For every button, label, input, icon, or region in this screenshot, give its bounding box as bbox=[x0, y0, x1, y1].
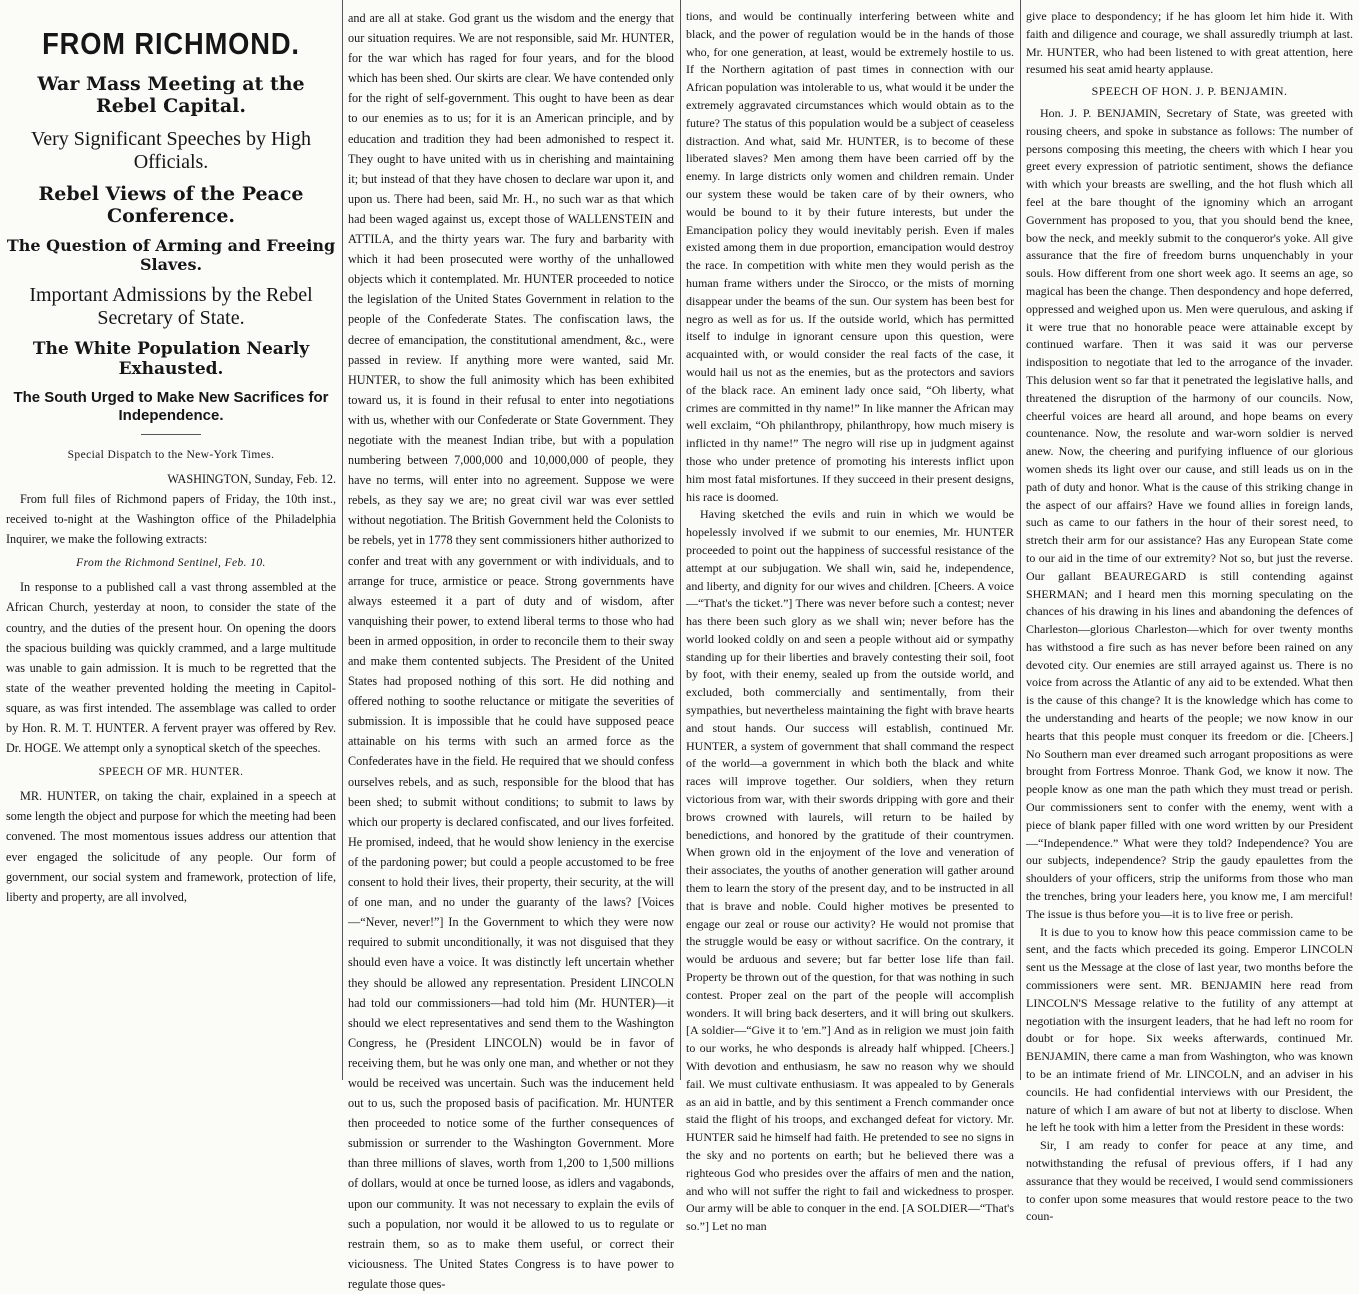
headline-1: War Mass Meeting at the Rebel Capital. bbox=[37, 73, 305, 117]
paragraph: give place to despondency; if he has gloom let him hide it. With faith and diligence and courage, we shall assuredly triumph at last. Mr. HUNTER, who had been listened to with great attention, here resumed his seat amid hearty applause. bbox=[1026, 9, 1353, 77]
section-heading: SPEECH OF HON. J. P. BENJAMIN. bbox=[1091, 84, 1288, 99]
dateline: WASHINGTON, Sunday, Feb. 12. bbox=[167, 471, 336, 486]
section-heading: SPEECH OF MR. HUNTER. bbox=[98, 766, 244, 779]
headline-4: The Question of Arming and Freeing Slaves. bbox=[6, 236, 336, 274]
headline-5: Important Admissions by the Rebel Secretary of State. bbox=[29, 284, 313, 330]
headline-7: The South Urged to Make New Sacrifices for Independence. bbox=[13, 389, 329, 424]
paragraph: It is due to you to know how this peace commission came to be sent, and the facts which preceded its going. Emperor LINCOLN sent us the Message at the close of last year, two months before the commissioners were sent. MR. BENJAMIN here read from LINCOLN'S Message relative to the futility of any attempt at negotiation with the insurgent leaders, that he had left no room for doubt or for hope. Six weeks afterwards, continued Mr. BENJAMIN, there came a man from Washington, who was known to be an intimate friend of Mr. LINCOLN, and an adviser in his councils. He had confidential interviews with our President, the nature of which I am aware of but not at liberty to disclose. When he left he took with him a letter from the President in these words: bbox=[1026, 924, 1353, 1135]
headline-6: The White Population Nearly Exhausted. bbox=[32, 339, 310, 379]
paragraph: In response to a published call a vast throng assembled at the African Church, yesterday at noon, to consider the state of the country, and the duties of the present hour. On opening the doors the spacious building was quickly crammed, and a large multitude was unable to gain admission. It is much to be regretted that the state of the weather prevented holding the meeting in Capitol-square, as was first intended. The assemblage was called to order by Hon. R. M. T. HUNTER. A fervent prayer was offered by Rev. Dr. HOGE. We attempt only a synoptical sketch of the speeches. bbox=[6, 580, 336, 756]
column-3 bbox=[680, 0, 1020, 1234]
paragraph: and are all at stake. God grant us the wisdom and the energy that our situation requires. We are not responsible, said Mr. HUNTER, for the war which has raged for four years, and for the blood which has been shed. Our skirts are clear. We have contended only for the right of self-government. This ought to have been as dear to our enemies as to us; for it is an American principle, and by education and tradition they had been admonished to respect it. They ought to have united with us in cherishing and maintaining it; but instead of that they have chosen to declare war upon it, and upon us. There had been, said Mr. H., no such war as that which had been waged against us, except those of WALLENSTEIN and ATTILA, and the thirty years war. The fury and barbarity with which it had been prosecuted were worthy of the unhallowed objects which it contemplated. Mr. HUNTER proceeded to notice the legislation of the United States Government in relation to the people of the Confederate States. The confiscation laws, the decree of emancipation, the constitutional amendment, &c., were passed in review. If anything more were wanted, said Mr. HUNTER, to show the full animosity which has been exhibited toward us, it is found in their refusal to enter into negotiations with us, whether with our Confederate or State Government. They negotiate with the meanest Indian tribe, but with a population numbering between 7,000,000 and 10,000,000 of people, they have no terms, will enter into no agreement. Suppose we were rebels, as they say we are; no great civil war was ever settled without negotiation. The British Government held the Colonists to be rebels, yet in 1778 they sent commissioners hither authorized to confer and treat with any government or with individuals, and to arrange for truce, armistice or peace. Strong governments have always esteemed it a part of duty and of wisdom, after vanquishing their power, to extend liberal terms to those who had been in armed opposition, in order to reconcile them to their sway and make them contented subjects. The President of the United States had proposed nothing of this sort. He did nothing and offered nothing to soothe reluctance or mitigate the severities of submission. It is impossible that he could have supposed peace attainable on his terms with such an armed force as the Confederates have in the field. He required that we should confess ourselves rebels, and as such, responsible for the blood that has been shed; to submit without conditions; to submit to laws by which our property is declared confiscated, and our lives forfeited. He promised, indeed, that he would show leniency in the exercise of the pardoning power; but could a people accustomed to be free consent to hold their lives, their property, their security, at the will of one man, and no under the guaranty of the laws? [Voices—“Never, never!”] In the Government to which they were now required to submit unconditionally, it was not disguised that they should even have a voice. It was distinctly left uncertain whether they should be allowed any representation. President LINCOLN had told our commissioners—had told him (Mr. HUNTER)—it should we elect representatives and send them to the Washington Congress, he (President LINCOLN) would be in favor of receiving them, but he was only one man, and whether or not they would be received was uncertain. Such was the inducement held out to us, such the proposed basis of pacification. Mr. HUNTER then proceeded to notice some of the further consequences of submission or surrender to the Washington Government. More than three millions of slaves, worth from 1,200 to 1,500 millions of dollars, would at once be turned loose, as idlers and vagabonds, upon our community. It was not necessary to explain the evils of such a population, nor would it be allowed to us to regulate or restrain them, so as to make them useful, or correct their viciousness. The United States Congress is to have power to regulate those ques- bbox=[348, 11, 674, 1291]
paragraph: Sir, I am ready to confer for peace at any time, and notwithstanding the refusal of previous offers, if I had any assurance that they would be received, I would send commissioners to confer upon some measures that would restore peace to the two coun- bbox=[1026, 1138, 1353, 1224]
column-1 bbox=[0, 0, 342, 1080]
column-2 bbox=[342, 0, 680, 1291]
source-line: From the Richmond Sentinel, Feb. 10. bbox=[76, 557, 266, 570]
masthead: FROM RICHMOND. bbox=[42, 26, 300, 61]
paragraph: Having sketched the evils and ruin in which we would be hopelessly involved if we submit to our enemies, Mr. HUNTER proceeded to point out the happiness of successful resistance of the attempt at our subjugation. We shall win, said he, independence, and liberty, and dignity for our wives and children. [Cheers. A voice—“That's the ticket.”] There was never before such a contest; never has there been such glory as we shall win; never before has the world looked coldly on and seen a people without aid or sympathy standing up for their liberties and bravely contesting their soil, foot by foot, with their enemy, sealed up from the outside world, and excluded, both commercially and sentimentally, from their sympathies, but nevertheless maintaining the fight with brave hearts and stout hands. Our success will establish, continued Mr. HUNTER, a system of government that shall command the respect of the world—a government in which both the black and white races will improve together. Our soldiers, when they return victorious from war, with their swords dripping with gore and their brows crowned with laurels, will return to be hailed by benedictions, and honored by the gratitude of their countrymen. When grown old in the enjoyment of the love and veneration of their associates, the youths of another generation will gather around them to learn the story of the present day, and to be instructed in all that is brave and noble. Could higher motives be presented to engage our zeal or rouse our activity? He would not promise that the struggle would be easy or without sacrifice. On the contrary, it would be arduous and severe; but far better lose life than fail. Property be thrown out of the question, for that was nothing in such contest. Proper zeal on the part of the people will accomplish wonders. It will bring back deserters, and it will bring out skulkers. [A soldier—“Give it to 'em.”] And as in religion we must join faith to our works, he who desponds is already half whipped. [Cheers.] With devotion and enthusiasm, he saw no reason why we should fail. We must cultivate enthusiasm. It was appealed to by Generals as an aid in battle, and by this sentiment a French commander once staid the flight of his troops, and exchanged defeat for victory. Mr. HUNTER said he himself had faith. He pretended to see no signs in the sky and no portents on earth; but he believed there was a righteous God who presides over the affairs of men and the nation, and who will not suffer the right to fail and wickedness to prosper. Our army will be able to conquer in the end. [A SOLDIER—“That's so.”] Let no man bbox=[686, 507, 1014, 1234]
divider bbox=[141, 434, 201, 435]
column-4 bbox=[1020, 0, 1359, 1224]
paragraph: Hon. J. P. BENJAMIN, Secretary of State, was greeted with rousing cheers, and spoke in substance as follows: The number of persons composing this meeting, the cheers with which I hear you greet every expression of patriotic sentiment, shows the defiance with which your breasts are swelling, and the hot flush which all feel at the bare thought of the ignominy which an arrogant Government has proposed to you, that you should bend the knee, bow the neck, and meekly submit to the conqueror's yoke. All give assurance that the fire of freedom burns unquenchably in your souls. How different from one short week ago. It seems an age, so magical has been the change. Then despondency and hope deferred, oppressed and weighed upon us. Men were querulous, and asking if it were true that no honorable peace were attainable except by continued warfare. Then it was said it was our perverse indisposition to negotiate that led to the arrogance of the invader. This delusion went so far that it penetrated the legislative halls, and threatened the disruption of the harmony of our councils. Now, cheerful voices are heard all around, and hope beams on every countenance. Now, the resolute and war-worn soldier is nerved anew. Now, the cheering and purifying influence of our glorious women sheds its light over our cause, and still leads us on in the path of duty and honor. What is the cause of this striking change in the aspect of our affairs? Have we found allies in foreign lands, such as came to our fathers in the hour of their sorest need, to stretch their arm for our assistance? Has any European State come to our aid in the time of our extremity? Not so, but just the reverse. Our gallant BEAUREGARD is still contending against SHERMAN; and I heard men this morning speculating on the chances of his drawing in his lines and abandoning the defences of Charleston—glorious Charleston—which for over twenty months has withstood a fire such as has never before been rained on any devoted city. Our enemies are still arrayed against us. There is no voice from across the Atlantic of any aid to be extended. What then is the cause of this change? It is the knowledge which has come to the understanding and hearts of the people; we now know in our hearts that this people must conquer its freedom or die. [Cheers.] No Southern man ever dreamed such arrogant propositions as were brought from Fortress Monroe. Thank God, we know it now. The people know as one man the path which they must tread or perish. Our commissioners sent to confer with the enemy, went with a piece of blank paper filled with one word written by our President—“Independence.” What were they told? Independence? You are our subjects, independence? Strip the gaudy epaulettes from the shoulders of your officers, strip the uniforms from those who man the trenches, bring your leaders here, you know me, I am merciful! The issue is thus before you—it is to live free or perish. bbox=[1026, 105, 1353, 921]
dispatch-line: Special Dispatch to the New-York Times. bbox=[67, 448, 275, 461]
paragraph: MR. HUNTER, on taking the chair, explained in a speech at some length the object and purpose for which the meeting had been convened. The most momentous issues address our attention that ever engaged the solicitude of any people. Our form of government, our social system and framework, protection of life, liberty and property, are all involved, bbox=[6, 789, 336, 904]
headline-2: Very Significant Speeches by High Officials. bbox=[31, 127, 311, 173]
headline-3: Rebel Views of the Peace Conference. bbox=[38, 182, 304, 227]
paragraph: From full files of Richmond papers of Friday, the 10th inst., received to-night at the Washington office of the Philadelphia Inquirer, we make the following extracts: bbox=[6, 491, 336, 547]
paragraph: tions, and would be continually interfering between white and black, and the power of regulation would be in the hands of those who, for one generation, at least, would be extremely hostile to us. If the Northern agitation of past times in connection with our African population was intolerable to us, what would it be under the extremely aggravated circumstances which would obtain as to the future? The status of this population would be a subject of ceaseless distraction. And what, said Mr. HUNTER, is to become of these liberated slaves? Men among them have been carried off by the enemy. In large districts only women and children remain. Under our system these would be taken care of by their owners, who would be bound to it by their future interests, but under the Emancipation policy they would inevitably perish. Even if males existed among them in due proportion, emancipation would destroy the race. In competition with white men they would perish as the human frame withers under the Sirocco, or the mists of morning disappear under the beams of the sun. Our system has been best for negro as well as for us. If the outside world, which has permitted itself to indulge in ignorant censure upon this question, were acquainted with, or would consider the real facts of the case, it would hail us not as the enemies, but as the protectors and saviors of the black race. An eminent lady once said, “Oh liberty, what crimes are committed in thy name!” In like manner the African may well exclaim, “Oh philanthropy, philanthropy, how much misery is inflicted in thy name!” The negro will rise up in judgment against those who under pretence of promoting his interests inflict upon him most fatal misfortunes. If they succeed in their present designs, his race is doomed. bbox=[686, 9, 1014, 504]
